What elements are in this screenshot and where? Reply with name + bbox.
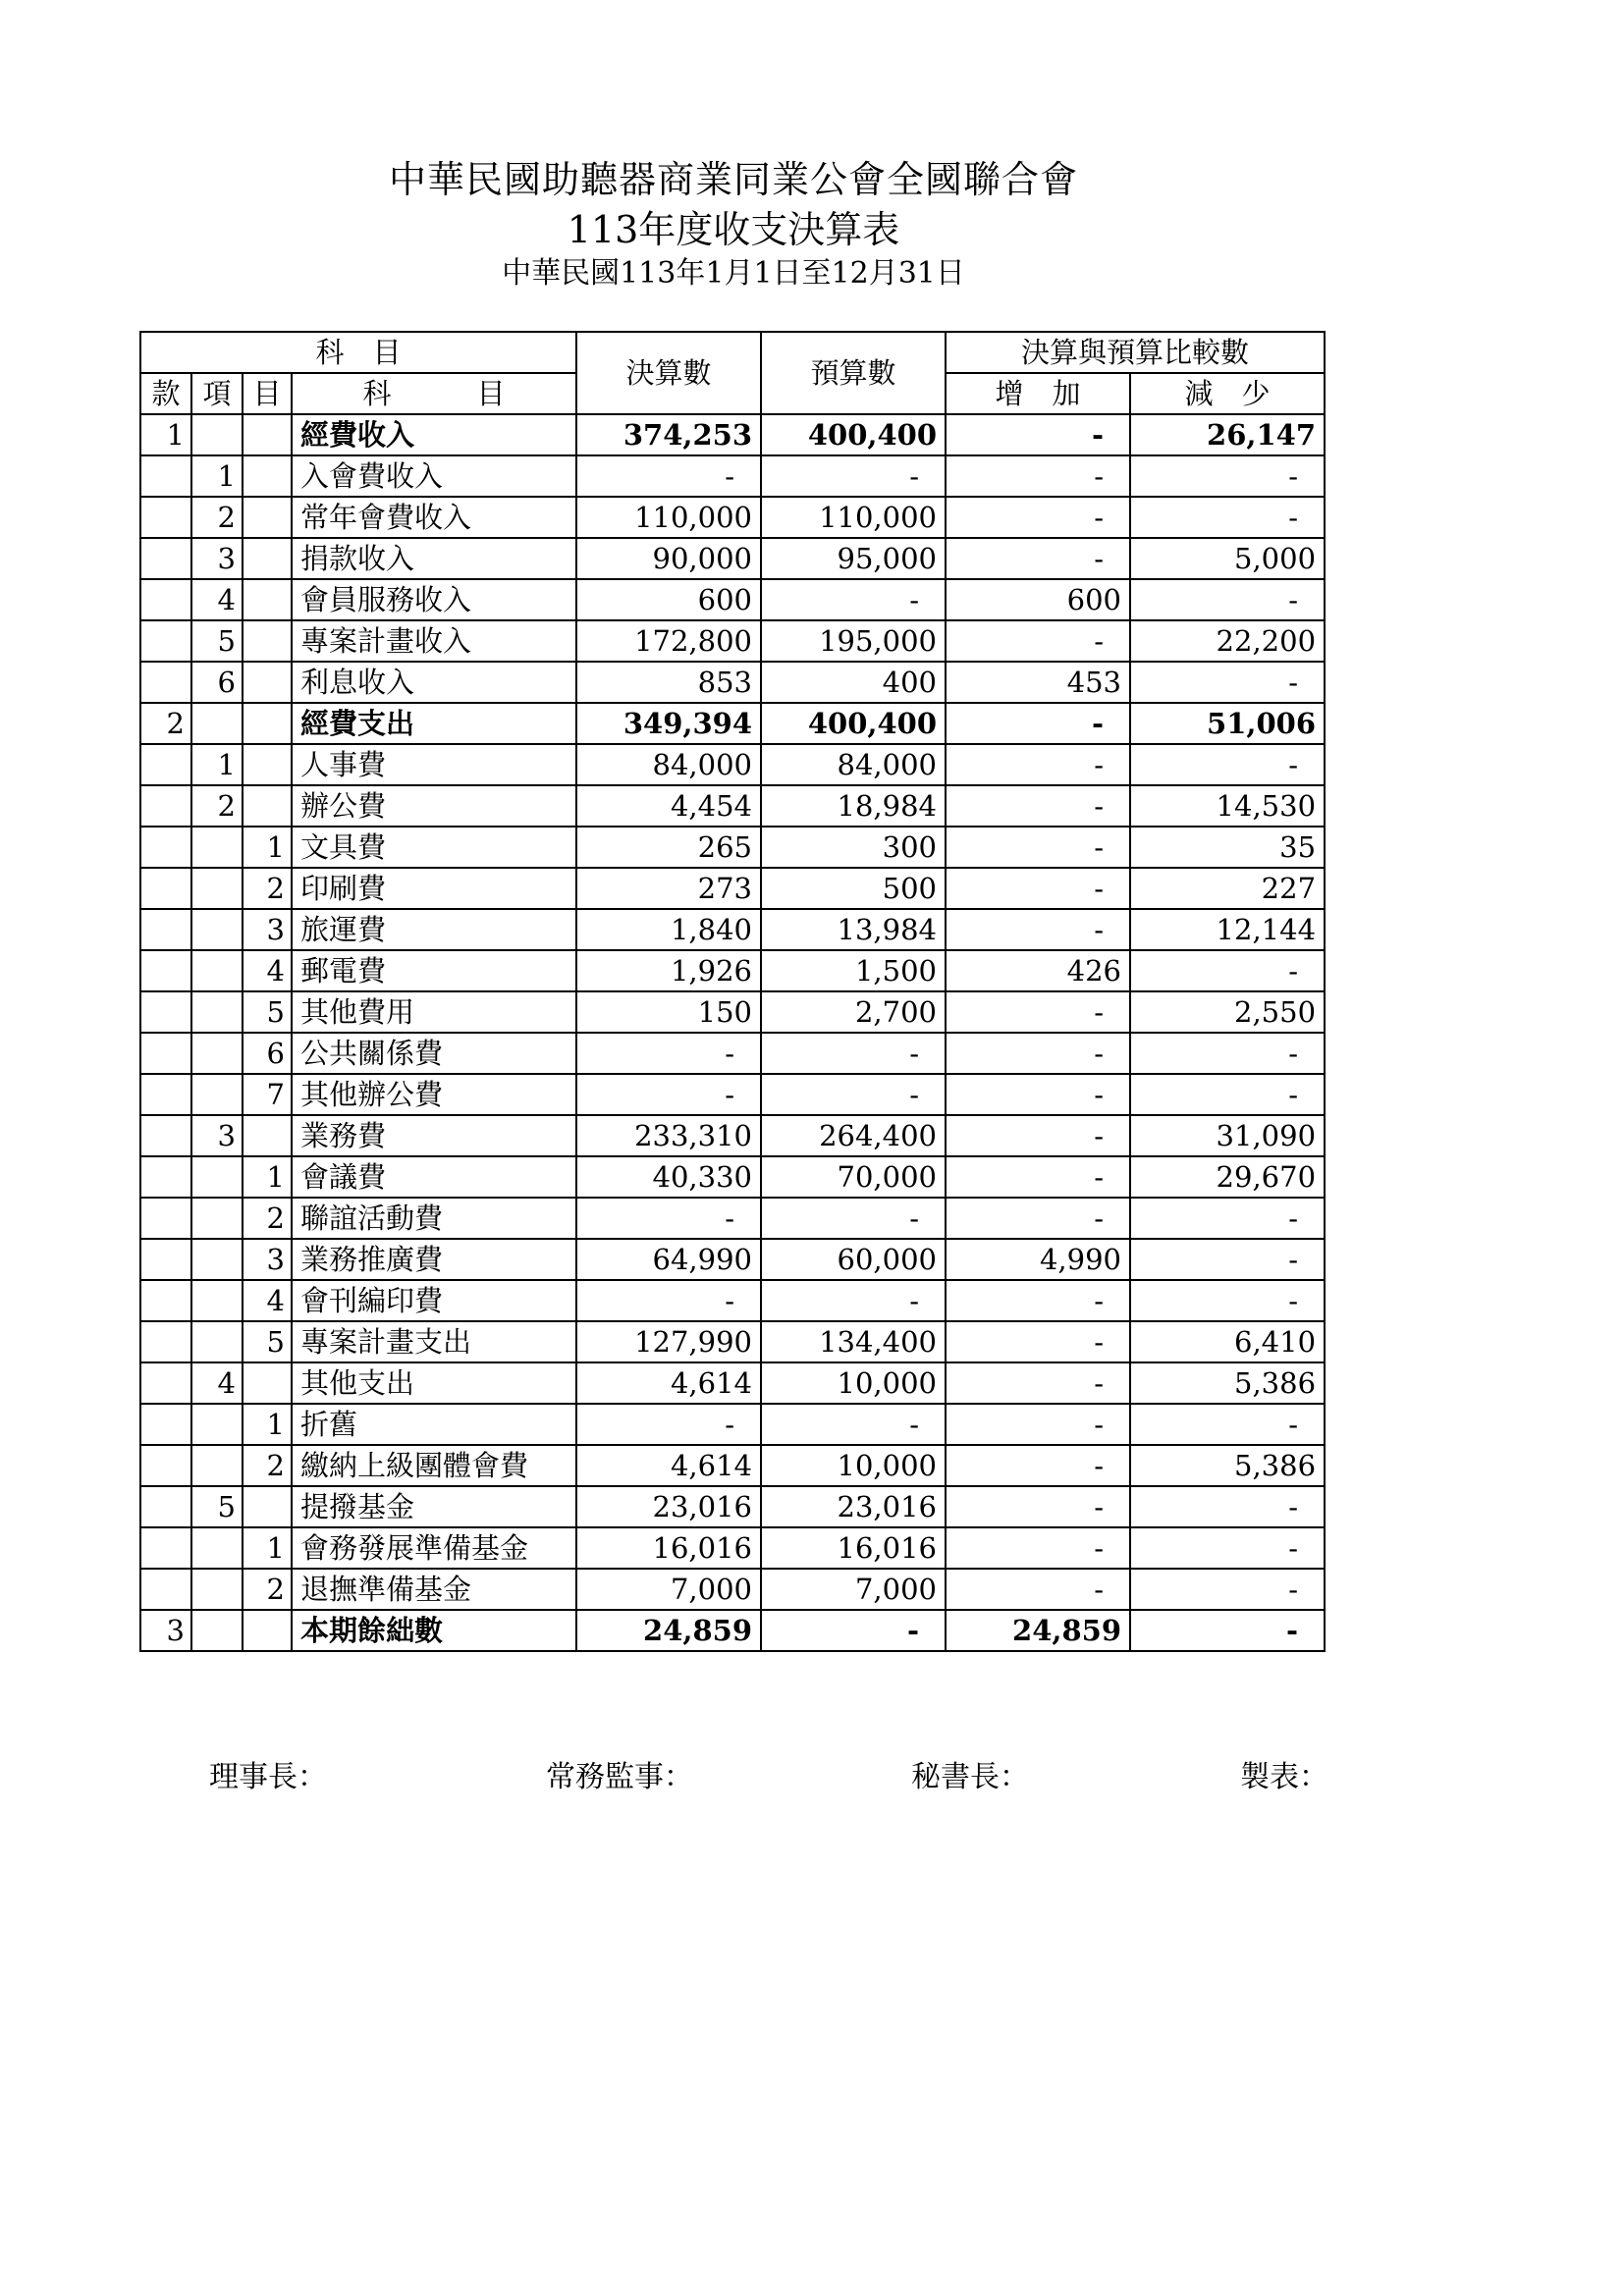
mu-cell — [243, 1115, 292, 1156]
decrease-cell: - — [1130, 497, 1325, 538]
kuan-cell — [140, 1074, 191, 1115]
kuan-cell — [140, 1445, 191, 1486]
budget-cell: 264,400 — [761, 1115, 946, 1156]
budget-cell: 7,000 — [761, 1569, 946, 1610]
subject-cell: 文具費 — [292, 827, 576, 868]
xiang-cell — [191, 1445, 243, 1486]
budget-cell: 195,000 — [761, 620, 946, 662]
subject-cell: 經費支出 — [292, 703, 576, 744]
decrease-cell: - — [1130, 1074, 1325, 1115]
actual-cell: - — [576, 1404, 761, 1445]
increase-cell: 24,859 — [946, 1610, 1130, 1651]
decrease-cell: 29,670 — [1130, 1156, 1325, 1198]
increase-cell: - — [946, 538, 1130, 579]
xiang-cell: 3 — [191, 1115, 243, 1156]
subject-cell: 人事費 — [292, 744, 576, 785]
budget-cell: 13,984 — [761, 909, 946, 950]
table-row — [140, 1156, 1325, 1198]
budget-cell: 60,000 — [761, 1239, 946, 1280]
table-row — [140, 1445, 1325, 1486]
report-period: 中華民國113年1月1日至12月31日 — [502, 256, 965, 291]
increase-cell: 426 — [946, 950, 1130, 991]
xiang-cell — [191, 909, 243, 950]
kuan-cell — [140, 744, 191, 785]
kuan-cell — [140, 620, 191, 662]
actual-cell: 150 — [576, 991, 761, 1033]
kuan-cell: 2 — [140, 703, 191, 744]
increase-cell: - — [946, 1486, 1130, 1527]
budget-cell: 300 — [761, 827, 946, 868]
kuan-header: 款 — [140, 373, 191, 414]
kuan-cell — [140, 991, 191, 1033]
xiang-cell: 1 — [191, 744, 243, 785]
increase-cell: - — [946, 1156, 1130, 1198]
subject-cell: 經費收入 — [292, 414, 576, 455]
increase-cell: - — [946, 991, 1130, 1033]
actual-cell: - — [576, 1280, 761, 1321]
xiang-cell — [191, 1074, 243, 1115]
budget-cell: - — [761, 1280, 946, 1321]
xiang-cell: 3 — [191, 538, 243, 579]
budget-cell: 400,400 — [761, 703, 946, 744]
actual-cell: 90,000 — [576, 538, 761, 579]
increase-cell: - — [946, 1033, 1130, 1074]
kuan-cell — [140, 827, 191, 868]
actual-cell: 853 — [576, 662, 761, 703]
kuan-cell — [140, 785, 191, 827]
xiang-cell: 5 — [191, 620, 243, 662]
xiang-header: 項 — [191, 373, 243, 414]
budget-cell: 95,000 — [761, 538, 946, 579]
actual-cell: 265 — [576, 827, 761, 868]
increase-cell: - — [946, 1527, 1130, 1569]
decrease-cell: - — [1130, 579, 1325, 620]
actual-cell: 84,000 — [576, 744, 761, 785]
mu-cell — [243, 1486, 292, 1527]
subject-cell: 公共關係費 — [292, 1033, 576, 1074]
report-title: 113年度收支決算表 — [567, 208, 900, 251]
increase-cell: - — [946, 1321, 1130, 1362]
xiang-cell — [191, 950, 243, 991]
actual-cell: 233,310 — [576, 1115, 761, 1156]
decrease-cell: - — [1130, 1404, 1325, 1445]
decrease-cell: - — [1130, 1527, 1325, 1569]
subject-cell: 提撥基金 — [292, 1486, 576, 1527]
mu-cell — [243, 1610, 292, 1651]
increase-cell: - — [946, 1404, 1130, 1445]
decrease-cell: 227 — [1130, 868, 1325, 909]
table-row — [140, 1115, 1325, 1156]
increase-cell: 600 — [946, 579, 1130, 620]
decrease-cell: 5,386 — [1130, 1445, 1325, 1486]
actual-cell: - — [576, 1074, 761, 1115]
table-row — [140, 703, 1325, 744]
header-row-1 — [140, 332, 1325, 373]
chair-signature-label: 理事長： — [209, 1760, 327, 1794]
decrease-cell: 12,144 — [1130, 909, 1325, 950]
increase-cell: 453 — [946, 662, 1130, 703]
budget-cell: 10,000 — [761, 1362, 946, 1404]
subject-cell: 旅運費 — [292, 909, 576, 950]
table-row — [140, 1527, 1325, 1569]
table-row — [140, 785, 1325, 827]
kuan-cell — [140, 455, 191, 497]
mu-cell — [243, 744, 292, 785]
table-row — [140, 1404, 1325, 1445]
xiang-cell — [191, 1527, 243, 1569]
budget-cell: 400 — [761, 662, 946, 703]
budget-table — [139, 331, 1326, 1652]
decrease-cell: 6,410 — [1130, 1321, 1325, 1362]
actual-cell: 4,614 — [576, 1362, 761, 1404]
increase-cell: - — [946, 620, 1130, 662]
subject-cell: 印刷費 — [292, 868, 576, 909]
kuan-cell — [140, 1527, 191, 1569]
subject-cell: 業務費 — [292, 1115, 576, 1156]
actual-cell: 349,394 — [576, 703, 761, 744]
table-row — [140, 538, 1325, 579]
decrease-cell: - — [1130, 1610, 1325, 1651]
budget-cell: 16,016 — [761, 1527, 946, 1569]
kuan-cell — [140, 662, 191, 703]
actual-cell: 374,253 — [576, 414, 761, 455]
mu-cell: 1 — [243, 1404, 292, 1445]
xiang-cell: 2 — [191, 497, 243, 538]
xiang-cell: 2 — [191, 785, 243, 827]
subject-cell: 會員服務收入 — [292, 579, 576, 620]
decrease-cell: 2,550 — [1130, 991, 1325, 1033]
budget-cell: 400,400 — [761, 414, 946, 455]
kuan-cell — [140, 1198, 191, 1239]
budget-cell: 134,400 — [761, 1321, 946, 1362]
increase-cell: - — [946, 1280, 1130, 1321]
kuan-cell — [140, 950, 191, 991]
subject-cell: 入會費收入 — [292, 455, 576, 497]
subject-cell: 捐款收入 — [292, 538, 576, 579]
actual-cell: 24,859 — [576, 1610, 761, 1651]
decrease-cell: 14,530 — [1130, 785, 1325, 827]
subject-cell: 專案計畫支出 — [292, 1321, 576, 1362]
subject-cell: 其他支出 — [292, 1362, 576, 1404]
increase-cell: - — [946, 1115, 1130, 1156]
table-row — [140, 1569, 1325, 1610]
xiang-cell: 4 — [191, 1362, 243, 1404]
table-row — [140, 1074, 1325, 1115]
actual-cell: - — [576, 1198, 761, 1239]
increase-cell: - — [946, 703, 1130, 744]
subject-cell: 會議費 — [292, 1156, 576, 1198]
budget-cell: 84,000 — [761, 744, 946, 785]
actual-header: 決算數 — [576, 332, 761, 414]
actual-cell: 40,330 — [576, 1156, 761, 1198]
table-row — [140, 1362, 1325, 1404]
subject-cell: 會務發展準備基金 — [292, 1527, 576, 1569]
secretary-signature-label: 秘書長： — [911, 1760, 1029, 1794]
table-row — [140, 1033, 1325, 1074]
increase-cell: - — [946, 414, 1130, 455]
mu-cell — [243, 414, 292, 455]
mu-cell — [243, 703, 292, 744]
budget-cell: 500 — [761, 868, 946, 909]
increase-cell: - — [946, 1362, 1130, 1404]
subject-cell: 聯誼活動費 — [292, 1198, 576, 1239]
table-body — [140, 414, 1325, 1651]
subject-cell: 其他辦公費 — [292, 1074, 576, 1115]
kuan-cell: 3 — [140, 1610, 191, 1651]
table-row — [140, 1198, 1325, 1239]
decrease-cell: 35 — [1130, 827, 1325, 868]
subject-cell: 業務推廣費 — [292, 1239, 576, 1280]
kuan-cell — [140, 1362, 191, 1404]
kuan-cell — [140, 1239, 191, 1280]
actual-cell: 1,840 — [576, 909, 761, 950]
xiang-cell — [191, 1033, 243, 1074]
budget-header: 預算數 — [761, 332, 946, 414]
mu-cell: 5 — [243, 1321, 292, 1362]
subject-cell: 折舊 — [292, 1404, 576, 1445]
mu-cell — [243, 662, 292, 703]
table-row — [140, 827, 1325, 868]
decrease-cell: - — [1130, 1280, 1325, 1321]
xiang-cell — [191, 827, 243, 868]
decrease-cell: - — [1130, 1239, 1325, 1280]
budget-cell: 23,016 — [761, 1486, 946, 1527]
increase-cell: - — [946, 1569, 1130, 1610]
increase-cell: - — [946, 827, 1130, 868]
increase-cell: - — [946, 497, 1130, 538]
decrease-cell: 5,000 — [1130, 538, 1325, 579]
kuan-cell — [140, 1486, 191, 1527]
mu-cell — [243, 497, 292, 538]
supervisor-signature-label: 常務監事： — [546, 1760, 693, 1794]
subject-header: 科 目 — [292, 373, 576, 414]
budget-cell: - — [761, 1074, 946, 1115]
mu-cell: 1 — [243, 1527, 292, 1569]
actual-cell: 64,990 — [576, 1239, 761, 1280]
kuan-cell — [140, 868, 191, 909]
mu-cell: 5 — [243, 991, 292, 1033]
xiang-cell — [191, 1156, 243, 1198]
kuan-cell — [140, 1033, 191, 1074]
kuan-cell — [140, 1569, 191, 1610]
table-row — [140, 868, 1325, 909]
increase-cell: 4,990 — [946, 1239, 1130, 1280]
subject-cell: 利息收入 — [292, 662, 576, 703]
table-row — [140, 1280, 1325, 1321]
actual-cell: 127,990 — [576, 1321, 761, 1362]
xiang-cell — [191, 1569, 243, 1610]
actual-cell: - — [576, 1033, 761, 1074]
table-row — [140, 1239, 1325, 1280]
xiang-cell — [191, 1610, 243, 1651]
actual-cell: 4,614 — [576, 1445, 761, 1486]
table-row — [140, 455, 1325, 497]
subject-group-header: 科 目 — [140, 332, 576, 373]
subject-cell: 會刊編印費 — [292, 1280, 576, 1321]
decrease-cell: 22,200 — [1130, 620, 1325, 662]
decrease-cell: - — [1130, 662, 1325, 703]
actual-cell: 600 — [576, 579, 761, 620]
subject-cell: 繳納上級團體會費 — [292, 1445, 576, 1486]
budget-cell: - — [761, 579, 946, 620]
budget-cell: - — [761, 1404, 946, 1445]
mu-cell — [243, 455, 292, 497]
kuan-cell — [140, 1280, 191, 1321]
organization-title: 中華民國助聽器商業同業公會全國聯合會 — [388, 158, 1078, 201]
decrease-cell: 31,090 — [1130, 1115, 1325, 1156]
actual-cell: 23,016 — [576, 1486, 761, 1527]
table-row — [140, 1486, 1325, 1527]
preparer-signature-label: 製表： — [1240, 1760, 1328, 1794]
increase-cell: - — [946, 1074, 1130, 1115]
mu-header: 目 — [243, 373, 292, 414]
mu-cell: 2 — [243, 1445, 292, 1486]
mu-cell: 6 — [243, 1033, 292, 1074]
kuan-cell: 1 — [140, 414, 191, 455]
xiang-cell — [191, 414, 243, 455]
mu-cell: 2 — [243, 1198, 292, 1239]
table-row — [140, 497, 1325, 538]
kuan-cell — [140, 1404, 191, 1445]
kuan-cell — [140, 909, 191, 950]
xiang-cell — [191, 1239, 243, 1280]
actual-cell: - — [576, 455, 761, 497]
mu-cell: 2 — [243, 1569, 292, 1610]
increase-cell: - — [946, 868, 1130, 909]
mu-cell: 3 — [243, 1239, 292, 1280]
actual-cell: 7,000 — [576, 1569, 761, 1610]
mu-cell — [243, 1362, 292, 1404]
xiang-cell: 6 — [191, 662, 243, 703]
xiang-cell — [191, 1280, 243, 1321]
decrease-cell: - — [1130, 950, 1325, 991]
budget-cell: - — [761, 1610, 946, 1651]
decrease-cell: - — [1130, 1033, 1325, 1074]
increase-header: 增 加 — [946, 373, 1130, 414]
budget-cell: 2,700 — [761, 991, 946, 1033]
subject-cell: 本期餘絀數 — [292, 1610, 576, 1651]
budget-cell: 70,000 — [761, 1156, 946, 1198]
decrease-cell: - — [1130, 1198, 1325, 1239]
table-row — [140, 579, 1325, 620]
kuan-cell — [140, 1156, 191, 1198]
kuan-cell — [140, 538, 191, 579]
signature-line — [0, 1752, 1624, 1794]
subject-cell: 專案計畫收入 — [292, 620, 576, 662]
budget-cell: 1,500 — [761, 950, 946, 991]
budget-cell: 10,000 — [761, 1445, 946, 1486]
mu-cell: 4 — [243, 950, 292, 991]
table-row — [140, 662, 1325, 703]
increase-cell: - — [946, 1198, 1130, 1239]
subject-cell: 其他費用 — [292, 991, 576, 1033]
kuan-cell — [140, 1321, 191, 1362]
increase-cell: - — [946, 455, 1130, 497]
table-row — [140, 414, 1325, 455]
budget-cell: - — [761, 1033, 946, 1074]
subject-cell: 常年會費收入 — [292, 497, 576, 538]
actual-cell: 16,016 — [576, 1527, 761, 1569]
comparison-header: 決算與預算比較數 — [946, 332, 1325, 373]
subject-cell: 郵電費 — [292, 950, 576, 991]
table-row — [140, 991, 1325, 1033]
decrease-cell: - — [1130, 455, 1325, 497]
xiang-cell — [191, 1321, 243, 1362]
mu-cell — [243, 579, 292, 620]
mu-cell: 2 — [243, 868, 292, 909]
xiang-cell — [191, 991, 243, 1033]
budget-cell: - — [761, 455, 946, 497]
mu-cell: 1 — [243, 827, 292, 868]
xiang-cell — [191, 1198, 243, 1239]
table-row — [140, 950, 1325, 991]
budget-cell: - — [761, 1198, 946, 1239]
actual-cell: 172,800 — [576, 620, 761, 662]
xiang-cell: 5 — [191, 1486, 243, 1527]
table-row — [140, 1610, 1325, 1651]
decrease-cell: 26,147 — [1130, 414, 1325, 455]
kuan-cell — [140, 1115, 191, 1156]
mu-cell: 3 — [243, 909, 292, 950]
xiang-cell: 1 — [191, 455, 243, 497]
decrease-cell: - — [1130, 744, 1325, 785]
decrease-cell: - — [1130, 1569, 1325, 1610]
actual-cell: 1,926 — [576, 950, 761, 991]
xiang-cell — [191, 703, 243, 744]
table-row — [140, 909, 1325, 950]
table-row — [140, 620, 1325, 662]
increase-cell: - — [946, 785, 1130, 827]
decrease-header: 減 少 — [1130, 373, 1325, 414]
mu-cell: 7 — [243, 1074, 292, 1115]
xiang-cell — [191, 1404, 243, 1445]
increase-cell: - — [946, 909, 1130, 950]
table-row — [140, 1321, 1325, 1362]
mu-cell — [243, 785, 292, 827]
subject-cell: 辦公費 — [292, 785, 576, 827]
decrease-cell: 51,006 — [1130, 703, 1325, 744]
mu-cell — [243, 538, 292, 579]
mu-cell — [243, 620, 292, 662]
actual-cell: 110,000 — [576, 497, 761, 538]
kuan-cell — [140, 579, 191, 620]
mu-cell: 1 — [243, 1156, 292, 1198]
xiang-cell: 4 — [191, 579, 243, 620]
budget-cell: 110,000 — [761, 497, 946, 538]
increase-cell: - — [946, 744, 1130, 785]
budget-cell: 18,984 — [761, 785, 946, 827]
decrease-cell: 5,386 — [1130, 1362, 1325, 1404]
actual-cell: 4,454 — [576, 785, 761, 827]
decrease-cell: - — [1130, 1486, 1325, 1527]
subject-cell: 退撫準備基金 — [292, 1569, 576, 1610]
increase-cell: - — [946, 1445, 1130, 1486]
xiang-cell — [191, 868, 243, 909]
mu-cell: 4 — [243, 1280, 292, 1321]
actual-cell: 273 — [576, 868, 761, 909]
table-row — [140, 744, 1325, 785]
kuan-cell — [140, 497, 191, 538]
